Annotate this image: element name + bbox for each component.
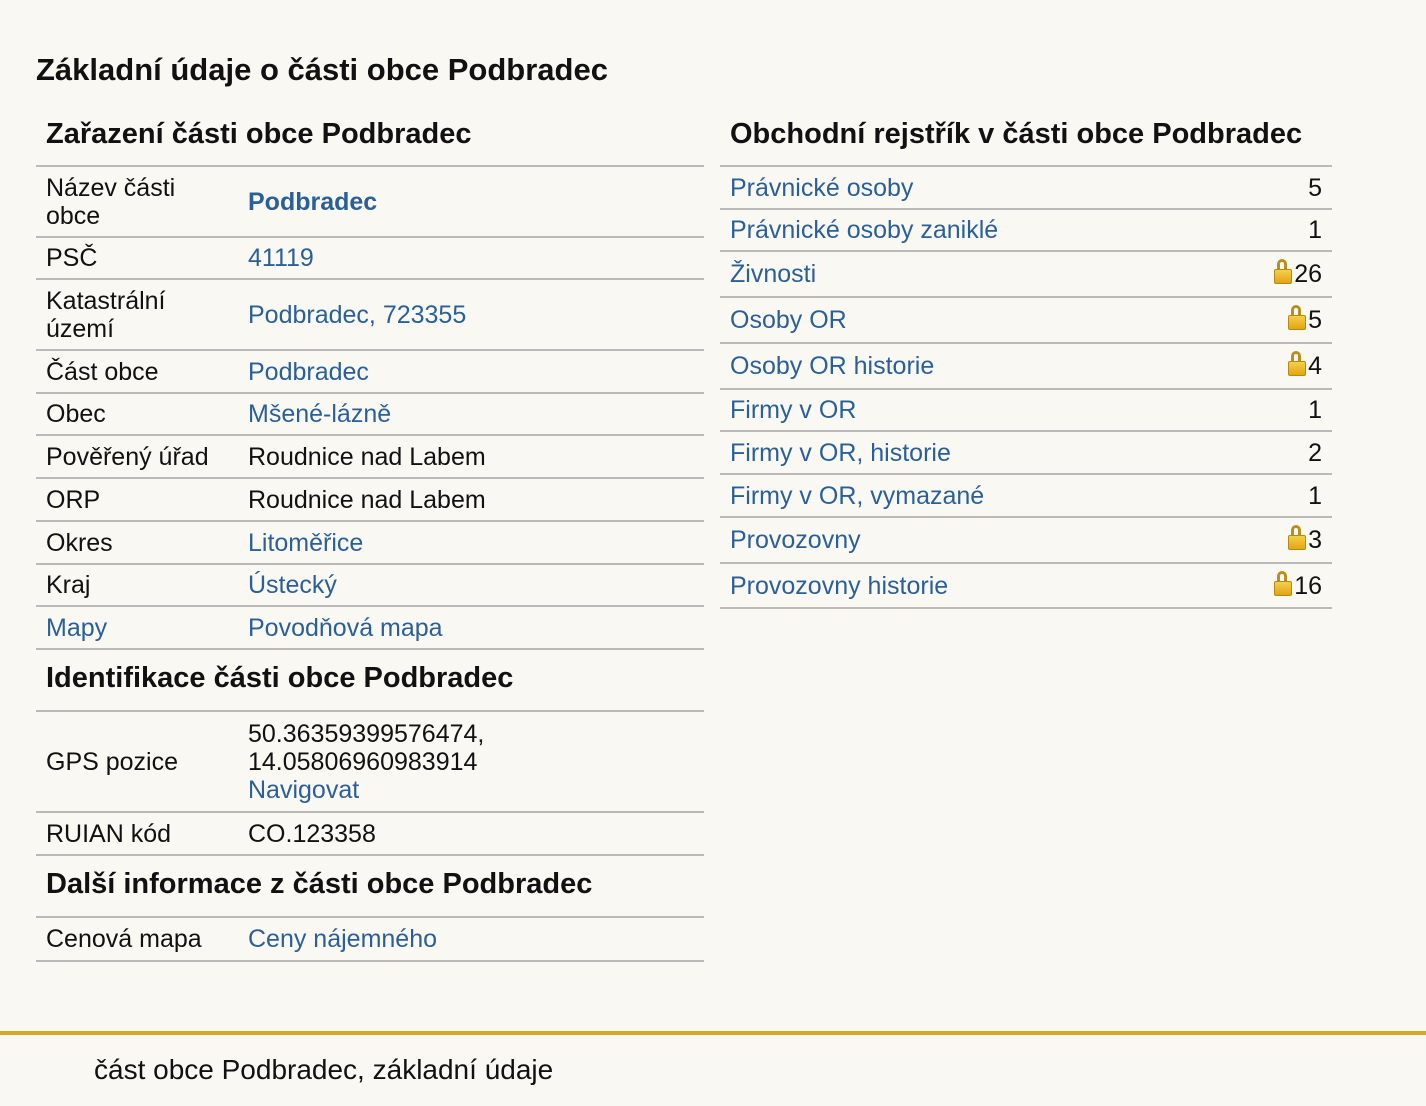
table-row [36,435,704,478]
table-row [720,209,1332,251]
dalsi-heading: Další informace z části obce Podbradec [36,856,704,918]
count: 16 [1294,571,1322,600]
count: 5 [1308,306,1322,334]
row-label: Okres [36,521,238,564]
lock-icon [1288,525,1306,551]
table-row [720,389,1332,431]
lock-icon [1274,571,1292,597]
left-column [36,110,704,962]
count: 1 [1215,389,1332,431]
cast-obce-link[interactable]: Podbradec [248,357,369,386]
table-row [720,251,1332,297]
page-title: Základní údaje o části obce Podbradec [36,52,608,87]
table-row [36,606,704,649]
table-row [36,393,704,435]
table-row [36,478,704,521]
nazev-link[interactable]: Podbradec [248,187,378,216]
firmy-v-or-historie-link[interactable]: Firmy v OR, historie [730,438,951,467]
osoby-or-link[interactable]: Osoby OR [730,306,847,334]
firmy-v-or-vymazane-link[interactable]: Firmy v OR, vymazané [730,481,985,510]
count: 2 [1215,431,1332,474]
count: 1 [1215,209,1332,251]
row-label: Kraj [36,564,238,606]
count: 4 [1308,352,1322,380]
lock-icon [1288,351,1306,377]
table-row [720,474,1332,517]
row-label: Katastrální území [36,279,238,350]
ceny-najemneho-link[interactable]: Ceny nájemného [248,925,438,953]
table-row [720,297,1332,343]
row-label: ORP [36,478,238,521]
orp-value: Roudnice nad Labem [238,478,704,521]
table-row [36,237,704,279]
footer-text: část obce Podbradec, základní údaje [94,1054,554,1085]
zarazeni-table [36,167,704,650]
zivnosti-link[interactable]: Živnosti [730,260,817,288]
provozovny-historie-link[interactable]: Provozovny historie [730,571,949,600]
row-label: PSČ [36,237,238,279]
mapy-link[interactable]: Mapy [46,613,108,642]
obchodni-rejstrik-heading: Obchodní rejstřík v části obce Podbradec [720,110,1332,167]
row-label: RUIAN kód [36,812,238,855]
gps-longitude: 14.05806960983914 [248,747,478,776]
row-label: Část obce [36,350,238,393]
table-row [36,167,704,237]
okres-link[interactable]: Litoměřice [248,528,364,557]
pravnicke-osoby-link[interactable]: Právnické osoby [730,173,914,202]
dalsi-table [36,918,704,962]
table-row [36,279,704,350]
identifikace-heading: Identifikace části obce Podbradec [36,650,704,712]
kraj-link[interactable]: Ústecký [248,571,337,599]
identifikace-table [36,712,704,856]
count: 3 [1308,526,1322,554]
povodnova-mapa-link[interactable]: Povodňová mapa [248,613,443,642]
row-label: Pověřený úřad [36,435,238,478]
table-row [36,812,704,855]
row-label: Obec [36,393,238,435]
table-row [36,350,704,393]
povereny-urad-value: Roudnice nad Labem [238,435,704,478]
zarazeni-heading: Zařazení části obce Podbradec [36,110,704,167]
row-label: Název části obce [36,167,238,237]
table-row [36,521,704,564]
table-row [720,167,1332,209]
obec-link[interactable]: Mšené-lázně [248,400,392,428]
psc-link[interactable]: 41119 [248,244,314,272]
osoby-or-historie-link[interactable]: Osoby OR historie [730,352,935,380]
count: 1 [1215,474,1332,517]
gps-latitude: 50.36359399576474, [248,719,485,748]
lock-icon [1274,259,1292,285]
table-row [720,517,1332,563]
katastralni-uzemi-link[interactable]: Podbradec, 723355 [248,300,467,329]
firmy-v-or-link[interactable]: Firmy v OR [730,396,857,424]
ruian-value: CO.123358 [238,812,704,855]
obchodni-rejstrik-table [720,167,1332,609]
table-row [36,564,704,606]
footer-divider [0,1031,1426,1035]
row-label: GPS pozice [36,712,238,812]
table-row [36,918,704,961]
provozovny-link[interactable]: Provozovny [730,526,861,554]
table-row [720,431,1332,474]
count: 5 [1215,167,1332,209]
table-row [720,563,1332,608]
lock-icon [1288,305,1306,331]
row-label: Cenová mapa [36,918,238,961]
pravnicke-osoby-zanikle-link[interactable]: Právnické osoby zaniklé [730,216,999,244]
navigovat-link[interactable]: Navigovat [248,775,360,804]
table-row [720,343,1332,389]
right-column [720,110,1332,609]
count: 26 [1294,260,1322,288]
table-row [36,712,704,812]
